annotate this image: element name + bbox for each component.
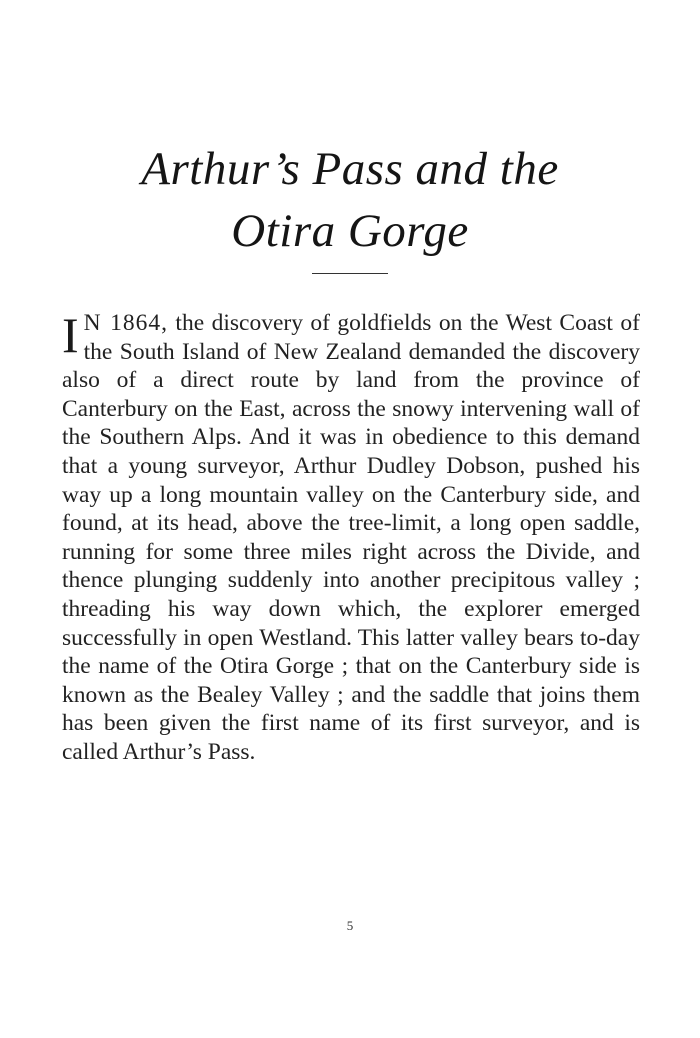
opening-words: N 1864, bbox=[83, 310, 168, 336]
chapter-title-line-1: Arthur’s Pass and the bbox=[141, 143, 559, 195]
chapter-body bbox=[62, 309, 640, 767]
drop-cap: I bbox=[62, 307, 79, 363]
chapter-title bbox=[0, 138, 700, 262]
title-divider bbox=[312, 273, 388, 274]
paragraph-text: the discovery of goldfields on the West Coast of the South Island of New Zealand demanded the discovery also of a direct route by land from the province of Canterbury on the East, across the snowy intervening wall of the Southern Alps. And it was in obedience to this demand that a young surveyor, Arthur Dudley Dobson, pushed his way up a long mountain valley on the Canterbury side, and found, at its head, above the tree-limit, a long open saddle, running for some three miles right across the Divide, and thence plunging suddenly into another precipitous valley ; threading his way down which, the explorer emerged successfully in open Westland. This latter valley bears to-day the name of the Otira Gorge ; that on the Canterbury side is known as the Bealey Valley ; and the saddle that joins them has been given the first name of its first surveyor, and is called Arthur’s Pass. bbox=[62, 310, 640, 765]
paragraph bbox=[62, 309, 640, 767]
chapter-title-line-2: Otira Gorge bbox=[231, 205, 469, 257]
page-number: 5 bbox=[346, 918, 354, 933]
